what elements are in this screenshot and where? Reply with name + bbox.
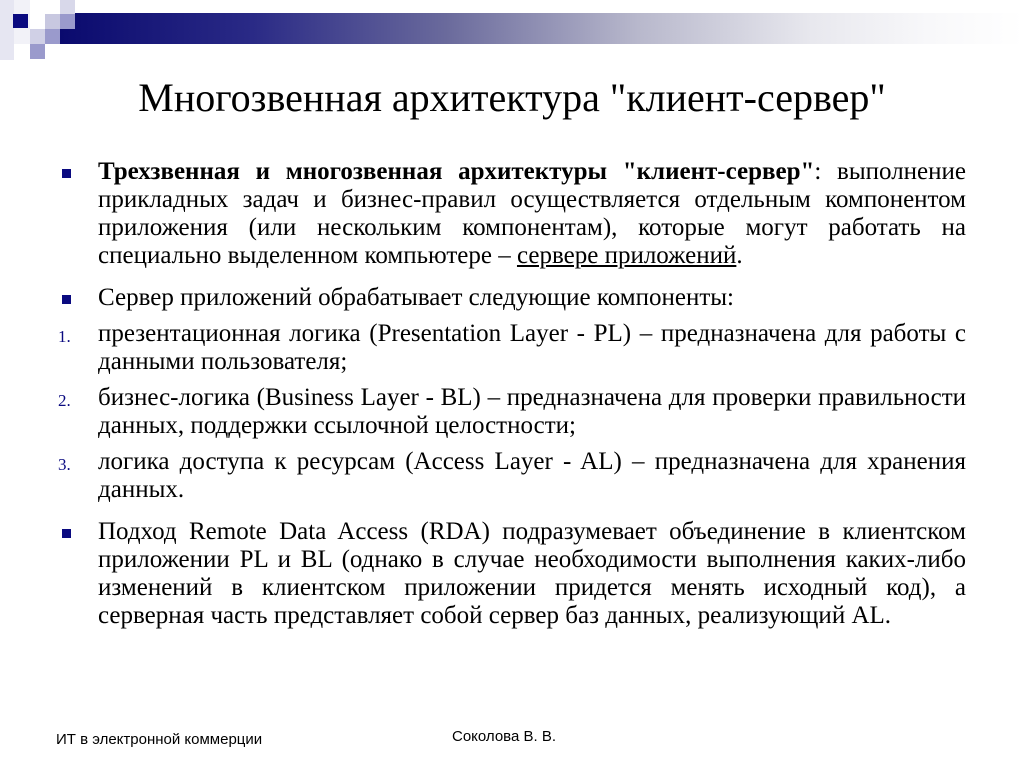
deco-square — [30, 29, 45, 44]
deco-square — [45, 29, 60, 44]
header-decoration — [0, 0, 1024, 60]
footer-author: Соколова В. В. — [452, 728, 557, 745]
deco-square — [0, 0, 14, 60]
bullet-tail: . — [736, 242, 743, 269]
numbered-item — [58, 448, 966, 504]
numbered-text: логика доступа к ресурсам (Access Layer - AL) – предназначена для хранения данных. — [98, 448, 966, 503]
item-number: 3. — [58, 455, 71, 474]
numbered-text: бизнес-логика (Business Layer - BL) – предназначена для проверки правильности данных, поддержки ссылочной целостности; — [98, 384, 966, 439]
square-bullet-icon — [62, 169, 71, 178]
square-bullet-icon — [62, 529, 71, 538]
deco-square — [13, 14, 28, 28]
bold-lead: Трехзвенная и многозвенная архитектуры "клиент-сервер" — [98, 158, 815, 185]
deco-square — [60, 14, 75, 29]
footer-course: ИТ в электронной коммерции — [56, 731, 263, 748]
bullet-text: Сервер приложений обрабатывает следующие компоненты: — [98, 284, 734, 311]
underlined-term: сервере приложений — [516, 242, 737, 269]
bullet-item — [58, 518, 966, 630]
bullet-body: : выполнение прикладных задач и бизнес-правил осуществляется отдельным компонентом приложения (или нескольким компонентам), которые могут работать на специально выделенном компьютере – — [98, 158, 966, 269]
bullet-item — [58, 284, 966, 312]
header-gradient-bar — [60, 13, 1024, 44]
numbered-text: презентационная логика (Presentation Layer - PL) – предназначена для работы с данными пользователя; — [98, 320, 966, 375]
bullet-item — [58, 158, 966, 270]
bullet-text — [98, 158, 966, 270]
numbered-item — [58, 384, 966, 440]
square-bullet-icon — [62, 295, 71, 304]
item-number: 1. — [58, 327, 71, 346]
deco-square — [60, 0, 75, 14]
bullet-text: Подход Remote Data Access (RDA) подразумевает объединение в клиентском приложении PL и BL (однако в случае необходимости выполнения каких-либо изменений в клиентском приложении придется менять исходный код), а серверная часть представляет собой сервер баз данных, реализующий AL. — [98, 518, 966, 629]
deco-square — [30, 44, 45, 59]
slide-title: Многозвенная архитектура "клиент-сервер" — [138, 75, 886, 120]
numbered-item — [58, 320, 966, 376]
deco-square — [45, 14, 60, 29]
slide-content — [58, 158, 966, 630]
item-number: 2. — [58, 391, 71, 410]
